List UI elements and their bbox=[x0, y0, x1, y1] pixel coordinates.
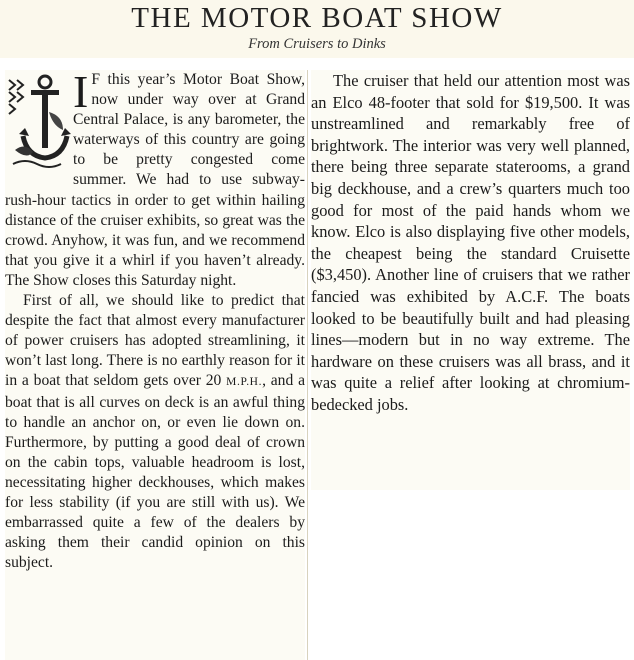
left-paragraph-2-text-a: First of all, we should like to predict that despite the fact that almost every manufacturer of power cruisers has adopted streamlining, it won’t last long. There is no earthly reason for it in a boat that seldom gets over 20 bbox=[5, 292, 305, 390]
anchor-ornament-icon bbox=[5, 72, 71, 172]
left-column bbox=[5, 66, 305, 660]
mph-abbreviation: M.P.H. bbox=[226, 376, 263, 389]
drop-cap: I bbox=[73, 66, 89, 117]
column-divider bbox=[307, 70, 308, 660]
page-subtitle: From Cruisers to Dinks bbox=[248, 36, 386, 52]
right-column bbox=[311, 70, 630, 490]
page-title: THE MOTOR BOAT SHOW bbox=[131, 2, 503, 34]
left-paragraph-1-text: F this year’s Motor Boat Show, now under way over at Grand Central Palace, is any barometer, the waterways of this country are going to be pretty congested come summer. We had to use subway-rush-hour tactics in order to get within hailing distance of the cruiser exhibits, so great was the crowd. Anyhow, it was fun, and we recommend that you give it a whirl if you haven’t already. The Show closes this Saturday night. bbox=[5, 71, 305, 289]
left-paragraph-2-text-b: , and a boat that is all curves on deck is an awful thing to handle an anchor on, or even lie down on. Furthermore, by putting a good deal of crown on the cabin tops, valuable headroom is lost, necessitating higher deckhouses, which makes for less stability (if you are still with us). We embarrassed quite a few of the dealers by asking them their candid opinion on this subject. bbox=[5, 372, 305, 572]
left-paragraph-2 bbox=[5, 291, 305, 573]
header-band bbox=[0, 0, 634, 58]
right-paragraph-1: The cruiser that held our attention most was an Elco 48-footer that sold for $19,500. It was unstreamlined and remarkably free of brightwork. The interior was very well planned, there being three separate staterooms, a grand big deckhouse, and a crew’s quarters much too good for most of the paid hands whom we know. Elco is also displaying five other models, the cheapest being the standard Cruisette ($3,450). Another line of cruisers that we rather fancied was exhibited by A.C.F. The boats looked to be beautifully built and had pleasing lines—modern but in no way extreme. The hardware on these cruisers was all brass, and it was quite a relief after looking at chromium-bedecked jobs. bbox=[311, 71, 630, 414]
